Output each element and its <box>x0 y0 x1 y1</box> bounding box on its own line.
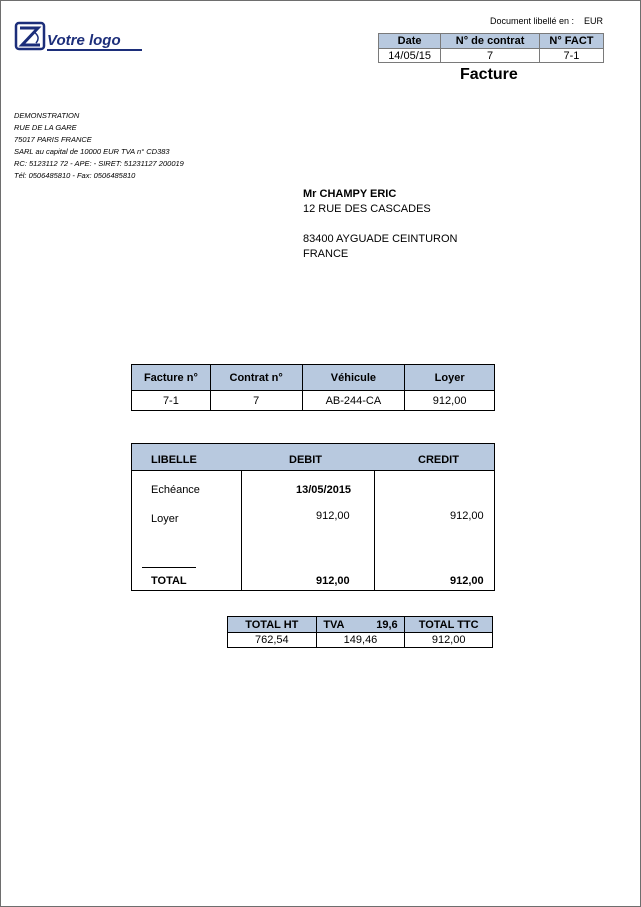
logo-underline <box>47 49 142 51</box>
recipient-city: 83400 AYGUADE CEINTURON <box>303 233 458 245</box>
company-line: RC: 5123112 72 - APE: - SIRET: 51231127 200019 <box>14 159 184 168</box>
header-contract-value: 7 <box>441 49 540 63</box>
header-table <box>378 33 604 63</box>
invoice-col-contract: Contrat n° <box>210 365 302 391</box>
total-label: TOTAL <box>151 575 187 587</box>
detail-col-credit: CREDIT <box>418 454 459 466</box>
tva-label: TVA <box>323 618 345 631</box>
invoice-table <box>131 364 495 411</box>
company-line: DEMONSTRATION <box>14 111 80 120</box>
total-separator <box>142 567 196 568</box>
company-line: RUE DE LA GARE <box>14 123 77 132</box>
header-date-value: 14/05/15 <box>379 49 441 63</box>
total-ht-value: 762,54 <box>228 633 317 648</box>
currency-value: EUR <box>584 16 604 26</box>
header-col-invoice: N° FACT <box>539 34 603 49</box>
tva-value: 149,46 <box>316 633 405 648</box>
header-invoice-value: 7-1 <box>539 49 603 63</box>
logo-text: Votre logo <box>47 32 121 49</box>
currency-label: Document libellé en : <box>490 16 575 26</box>
header-col-date: Date <box>379 34 441 49</box>
totals-col-tva <box>316 617 405 633</box>
total-debit: 912,00 <box>316 575 350 587</box>
company-line: 75017 PARIS FRANCE <box>14 135 92 144</box>
detail-divider <box>374 471 375 590</box>
invoice-number-value: 7-1 <box>132 391 211 411</box>
echeance-label: Echéance <box>151 484 200 496</box>
echeance-date: 13/05/2015 <box>296 484 352 496</box>
detail-col-debit: DEBIT <box>289 454 322 466</box>
header-col-contract: N° de contrat <box>441 34 540 49</box>
invoice-col-number: Facture n° <box>132 365 211 391</box>
company-info <box>14 110 184 182</box>
loyer-credit: 912,00 <box>450 510 484 522</box>
total-credit: 912,00 <box>450 575 484 587</box>
detail-divider <box>241 471 242 590</box>
recipient-country: FRANCE <box>303 248 349 260</box>
invoice-col-rent: Loyer <box>405 365 495 391</box>
invoice-col-vehicle: Véhicule <box>302 365 405 391</box>
company-line: SARL au capital de 10000 EUR TVA n° CD383 <box>14 147 170 156</box>
detail-col-libelle: LIBELLE <box>151 454 197 466</box>
total-ttc-value: 912,00 <box>405 633 493 648</box>
recipient-name: Mr CHAMPY ERIC <box>303 188 397 200</box>
invoice-vehicle-value: AB-244-CA <box>302 391 405 411</box>
totals-col-ht: TOTAL HT <box>228 617 317 633</box>
invoice-rent-value: 912,00 <box>405 391 495 411</box>
invoice-contract-value: 7 <box>210 391 302 411</box>
loyer-debit: 912,00 <box>316 510 350 522</box>
loyer-label: Loyer <box>151 513 179 525</box>
tva-rate: 19,6 <box>376 618 398 631</box>
totals-table <box>227 616 493 648</box>
recipient-street: 12 RUE DES CASCADES <box>303 203 431 215</box>
company-line: Tél: 0506485810 - Fax: 0506485810 <box>14 171 136 180</box>
totals-col-ttc: TOTAL TTC <box>405 617 493 633</box>
recipient-address <box>303 187 457 262</box>
page-title: Facture <box>460 66 518 83</box>
